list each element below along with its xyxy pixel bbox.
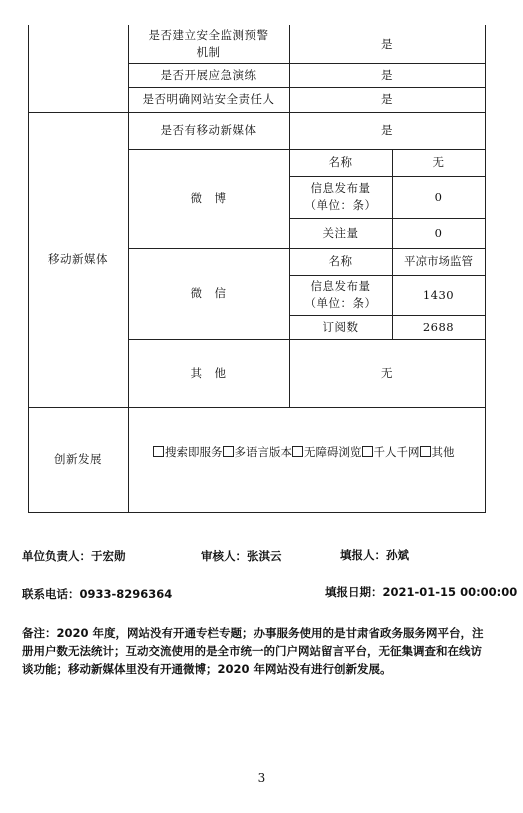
checkbox-icon [420,446,431,457]
option-other: 其他 [420,444,455,461]
option-personalized: 千人千网 [362,444,420,461]
weibo-followers-key: 关注量 [322,225,359,240]
checkbox-icon [292,446,303,457]
other-label: 其 他 [190,365,227,380]
checkbox-icon [153,446,164,457]
row-value-security-owner: 是 [381,92,393,106]
row-label-emergency-drill: 是否开展应急演练 [160,67,257,82]
row-value-security-monitoring: 是 [381,36,393,51]
checkbox-icon [362,446,373,457]
weixin-name-key: 名称 [328,254,353,268]
row-label-security-monitoring: 是否建立安全监测预警 机制 [148,28,269,59]
page-number: 3 [257,771,266,785]
weixin-subscribers-key: 订阅数 [322,319,359,334]
weixin-label: 微 信 [190,286,227,300]
weibo-posts-key: 信息发布量 （单位：条） [304,181,377,212]
weixin-posts-key: 信息发布量 （单位：条） [304,279,377,310]
weixin-posts-value: 1430 [422,287,455,302]
filler: 填报人：孙斌 [340,548,409,562]
section-innovation: 创新发展 [54,452,102,466]
row-label-has-mobile: 是否有移动新媒体 [160,123,257,137]
fill-date: 填报日期：2021-01-15 00:00:00 [325,585,518,599]
option-accessibility: 无障碍浏览 [292,444,362,461]
contact-phone: 联系电话：0933-8296364 [22,587,173,601]
weixin-name-value: 平凉市场监管 [404,254,473,268]
row-value-has-mobile: 是 [381,123,393,137]
weibo-name-value: 无 [432,155,445,169]
innovation-options [128,407,485,497]
weibo-name-key: 名称 [328,155,353,169]
weibo-posts-value: 0 [434,189,443,204]
option-search-service: 搜索即服务 [153,444,223,461]
option-multilingual: 多语言版本 [223,444,293,461]
weixin-subscribers-value: 2688 [422,319,455,334]
other-value: 无 [381,365,393,380]
remarks: 备注：2020 年度，网站没有开通专栏专题；办事服务使用的是甘肃省政务服务网平台，注册用户数无法统计；互动交流使用的是全市统一的门户网站留言平台，无征集调查和在线访谈功能；移动新媒体里没有开通微博；2020 年网站没有进行创新发展。 [22,626,484,676]
section-mobile-media: 移动新媒体 [48,252,108,266]
reviewer: 审核人：张淇云 [201,549,282,563]
row-value-emergency-drill: 是 [381,67,393,82]
table-border-right [485,25,486,513]
weibo-followers-value: 0 [434,225,443,240]
unit-head: 单位负责人：于宏勋 [22,549,126,563]
row-label-security-owner: 是否明确网站安全责任人 [142,92,275,106]
checkbox-icon [223,446,234,457]
table-border-bottom [28,512,486,513]
weibo-label: 微 博 [190,191,227,205]
